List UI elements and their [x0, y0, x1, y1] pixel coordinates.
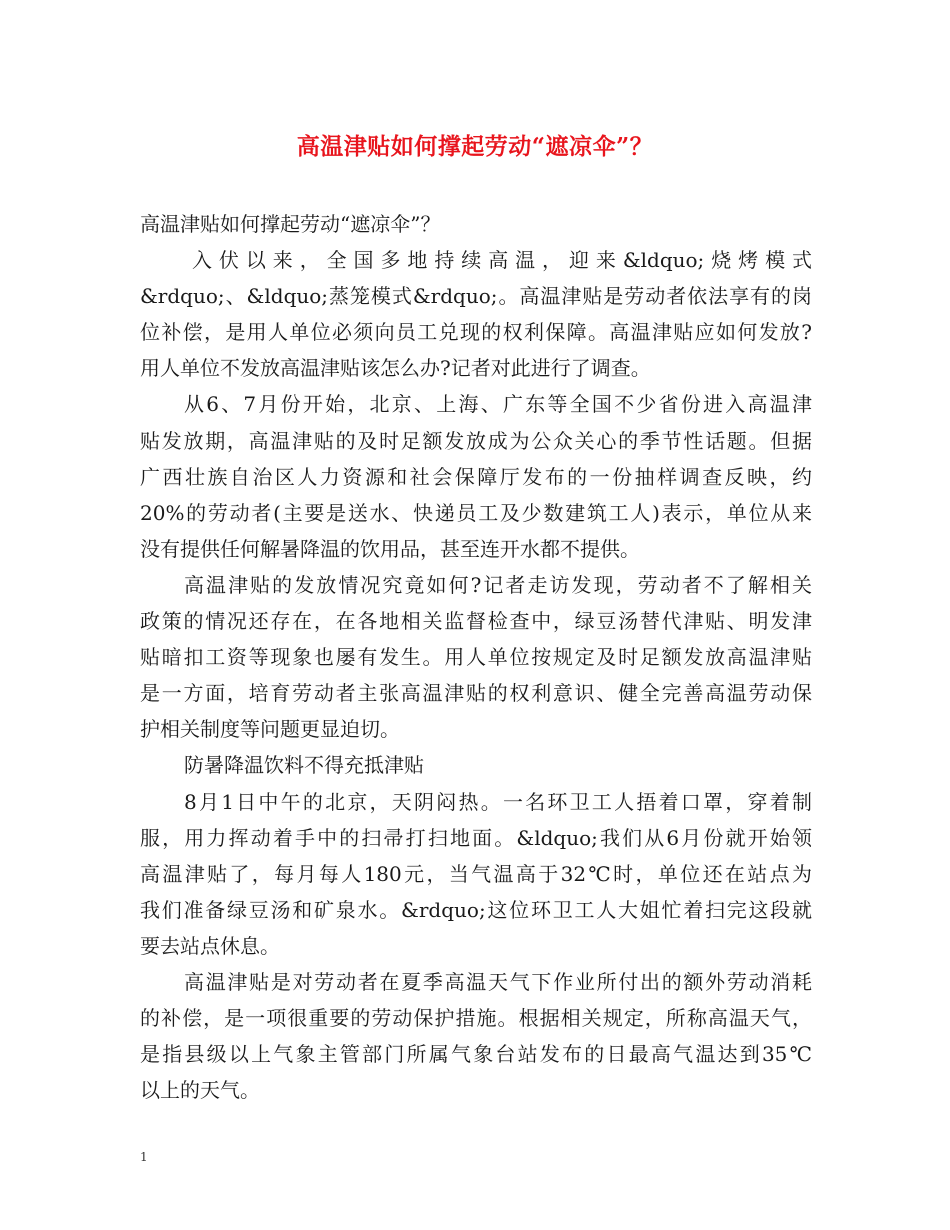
- body-line: 服，用力挥动着手中的扫帚打扫地面。&ldquo;我们从6月份就开始领: [140, 825, 812, 850]
- body-line: 入伏以来，全国多地持续高温，迎来&ldquo;烧烤模式: [192, 248, 812, 273]
- body-line: 政策的情况还存在，在各地相关监督检查中，绿豆汤替代津贴、明发津: [140, 609, 812, 634]
- body-line: 贴暗扣工资等现象也屡有发生。用人单位按规定及时足额发放高温津贴: [140, 645, 812, 670]
- body-line: 是一方面，培育劳动者主张高温津贴的权利意识、健全完善高温劳动保: [140, 681, 812, 706]
- body-line: 我们准备绿豆汤和矿泉水。&rdquo;这位环卫工人大姐忙着扫完这段就: [140, 897, 812, 922]
- body-line: 位补偿，是用人单位必须向员工兑现的权利保障。高温津贴应如何发放?: [140, 320, 812, 345]
- body-line: 高温津贴的发放情况究竟如何?记者走访发现，劳动者不了解相关: [184, 572, 812, 597]
- body-line: 是指县级以上气象主管部门所属气象台站发布的日最高气温达到35℃: [140, 1042, 812, 1067]
- body-line: 要去站点休息。: [140, 933, 280, 958]
- section-heading: 防暑降温饮料不得充抵津贴: [184, 753, 424, 778]
- body-line: 广西壮族自治区人力资源和社会保障厅发布的一份抽样调查反映，约: [140, 464, 812, 489]
- document-body: [140, 206, 812, 1108]
- body-line: 从6、7月份开始，北京、上海、广东等全国不少省份进入高温津: [184, 392, 812, 417]
- body-line: 以上的天气。: [140, 1078, 260, 1103]
- body-line: 高温津贴是对劳动者在夏季高温天气下作业所付出的额外劳动消耗: [184, 969, 812, 994]
- page-number: 1: [140, 1150, 148, 1164]
- body-line: 高温津贴如何撑起劳动“遮凉伞”？: [140, 212, 441, 236]
- body-line: 高温津贴了，每月每人180元，当气温高于32℃时，单位还在站点为: [140, 861, 812, 886]
- body-line: 护相关制度等问题更显迫切。: [140, 717, 400, 742]
- body-line: 8月1日中午的北京，天阴闷热。一名环卫工人捂着口罩，穿着制: [184, 789, 812, 814]
- body-line: 用人单位不发放高温津贴该怎么办?记者对此进行了调查。: [140, 356, 651, 381]
- body-line: 的补偿，是一项很重要的劳动保护措施。根据相关规定，所称高温天气，: [140, 1006, 812, 1031]
- document-title: 高温津贴如何撑起劳动“遮凉伞”？: [296, 133, 654, 160]
- body-line: 20%的劳动者(主要是送水、快递员工及少数建筑工人)表示，单位从来: [140, 500, 812, 525]
- body-line: 没有提供任何解暑降温的饮用品，甚至连开水都不提供。: [140, 536, 640, 561]
- body-line: &rdquo;、&ldquo;蒸笼模式&rdquo;。高温津贴是劳动者依法享有的岗: [140, 284, 812, 309]
- body-line: 贴发放期，高温津贴的及时足额发放成为公众关心的季节性话题。但据: [140, 428, 812, 453]
